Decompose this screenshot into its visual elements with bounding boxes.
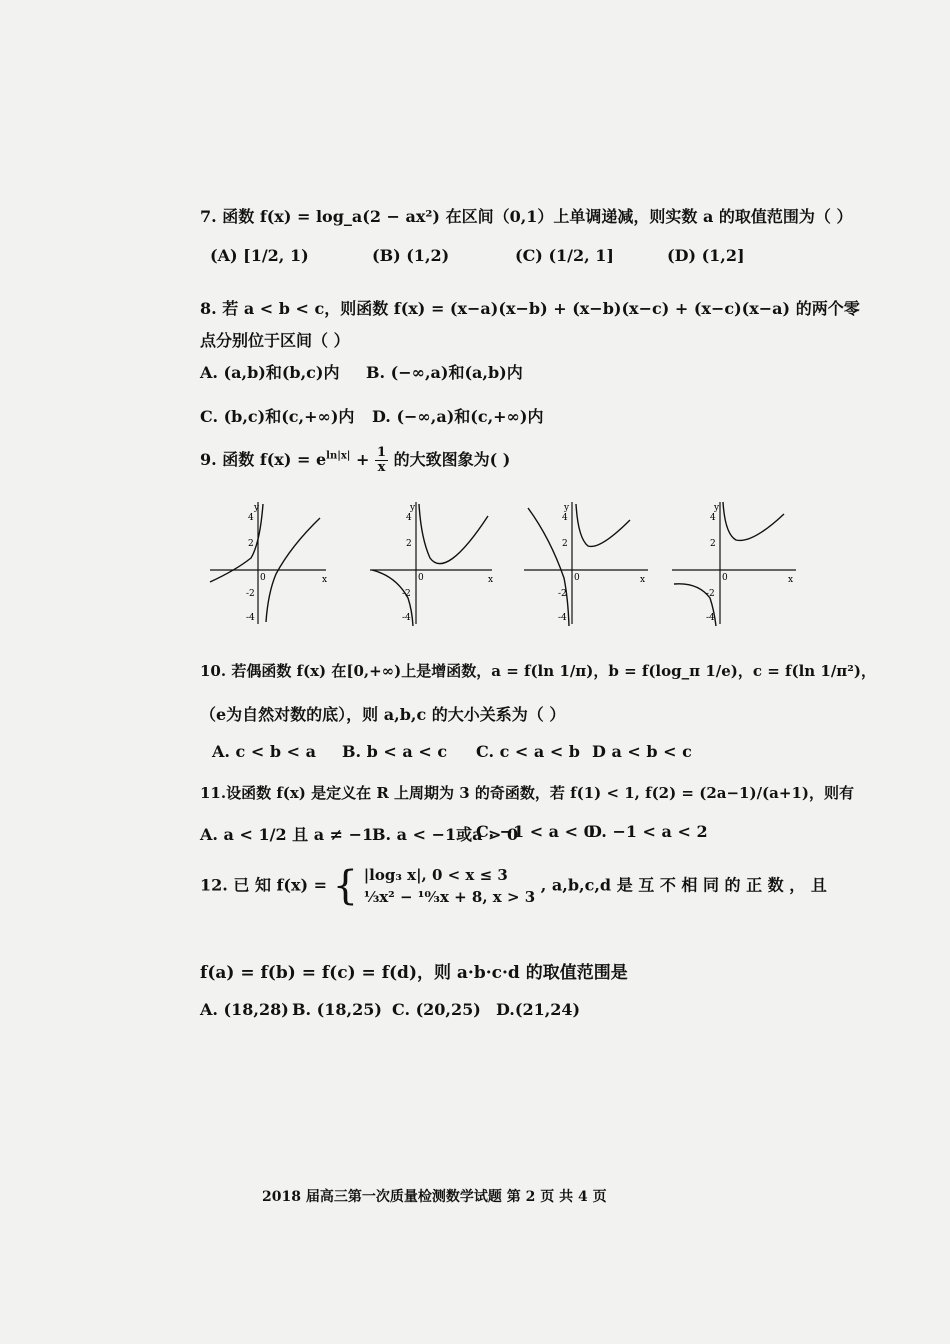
q8-option-d: D. (−∞,a)和(c,+∞)内 [372,407,544,426]
q8-stem-line2: 点分别位于区间（ ） [200,331,350,350]
graph-a-x-label: x [322,575,328,585]
q8-option-b: B. (−∞,a)和(a,b)内 [366,363,523,382]
graph-d-tick: 4 [710,513,716,523]
graph-c-tick: 2 [562,539,568,549]
q7-stem: 7. 函数 f(x) = log_a(2 − ax²) 在区间（0,1）上单调递减，则实数 a 的取值范围为（ ） [200,207,853,226]
graph-a-tick: -2 [246,589,255,599]
q9-exponent: ln|x| [326,450,351,462]
q12-stem [200,864,827,908]
graph-b-tick: 2 [406,539,412,549]
q11-option-a: A. a < 1/2 且 a ≠ −1 [200,825,374,844]
q9-frac-numerator: 1 [377,445,387,460]
graph-c-x-label: x [640,575,646,585]
q12-case-2: ⅓x² − ¹⁰⁄₃x + 8, x > 3 [363,888,536,906]
graph-b-origin: 0 [418,573,424,583]
graph-a-tick: 4 [248,513,254,523]
graph-c [520,498,652,630]
q9-stem [200,446,510,475]
graph-a-origin: 0 [260,573,266,583]
graph-b-tick: -2 [402,589,411,599]
graph-b [366,498,498,630]
q12-option-d: D.(21,24) [496,1000,581,1019]
graph-d-y-label: y [714,503,720,513]
graph-d [668,498,800,630]
q12-stem-pre: 12. 已 知 f(x) = [200,875,328,895]
q11-option-d: D. −1 < a < 2 [588,822,708,841]
graph-c-tick: 4 [562,513,568,523]
graph-b-x-label: x [488,575,494,585]
q8-stem: 8. 若 a < b < c，则函数 f(x) = (x−a)(x−b) + (x−b)(x−c) + (x−c)(x−a) 的两个零 [200,299,860,318]
q12-stem-post: , a,b,c,d 是 互 不 相 同 的 正 数 ， 且 [540,875,827,895]
q9-frac-denominator: x [377,460,386,475]
q11-stem: 11.设函数 f(x) 是定义在 R 上周期为 3 的奇函数，若 f(1) < 1, f(2) = (2a−1)/(a+1)，则有 [200,784,854,802]
graph-b-y-label: y [410,503,416,513]
q7-option-a: (A) [1/2, 1) [210,246,309,265]
graph-b-tick: -4 [402,613,411,623]
graph-d-x-label: x [788,575,794,585]
q12-piecewise [364,864,536,908]
q12-stem-line2: f(a) = f(b) = f(c) = f(d)，则 a·b·c·d 的取值范围是 [200,963,628,983]
q12-option-c: C. (20,25) [392,1000,481,1019]
q9-stem-pre: 9. 函数 f(x) = e [200,450,327,469]
page-footer: 2018 届高三第一次质量检测数学试题 第 2 页 共 4 页 [262,1189,607,1205]
q10-option-c: C. c < a < b [476,742,580,761]
q7-option-d: (D) (1,2] [667,246,745,265]
graph-c-tick: -2 [558,589,567,599]
graph-c-y-label: y [564,503,570,513]
q10-option-a: A. c < b < a [212,742,316,761]
q8-option-a: A. (a,b)和(b,c)内 [200,363,340,382]
q7-option-c: (C) (1/2, 1] [515,246,614,265]
graph-d-tick: 2 [710,539,716,549]
q10-option-b: B. b < a < c [342,742,448,761]
graph-d-tick: -4 [706,613,715,623]
q12-option-a: A. (18,28) [200,1000,289,1019]
graph-a [206,498,338,630]
q11-option-b: B. a < −1或a > 0 [372,825,519,844]
q10-option-d: D a < b < c [592,742,692,761]
graph-a-tick: 2 [248,539,254,549]
q8-option-c: C. (b,c)和(c,+∞)内 [200,407,355,426]
graph-b-tick: 4 [406,513,412,523]
q7-option-b: (B) (1,2) [372,246,450,265]
graph-d-origin: 0 [722,573,728,583]
q10-stem-line2: （e为自然对数的底），则 a,b,c 的大小关系为（ ） [200,705,566,724]
q12-option-b: B. (18,25) [292,1000,382,1019]
graph-a-y-label: y [254,503,260,513]
graph-d-tick: -2 [706,589,715,599]
q9-fraction [375,446,388,475]
q10-stem: 10. 若偶函数 f(x) 在[0,+∞)上是增函数，a = f(ln 1/π)，b = f(log_π 1/e)，c = f(ln 1/π²)， [200,662,876,680]
q9-plus: + [350,450,375,469]
graph-c-origin: 0 [574,573,580,583]
q12-brace: { [332,863,359,909]
q12-case-1: |log₃ x|, 0 < x ≤ 3 [363,866,508,884]
graph-c-tick: -4 [558,613,567,623]
graph-a-tick: -4 [246,613,255,623]
q11-option-c: C. −1 < a < 0 [476,822,595,841]
q9-stem-post: 的大致图象为( ) [388,450,511,469]
